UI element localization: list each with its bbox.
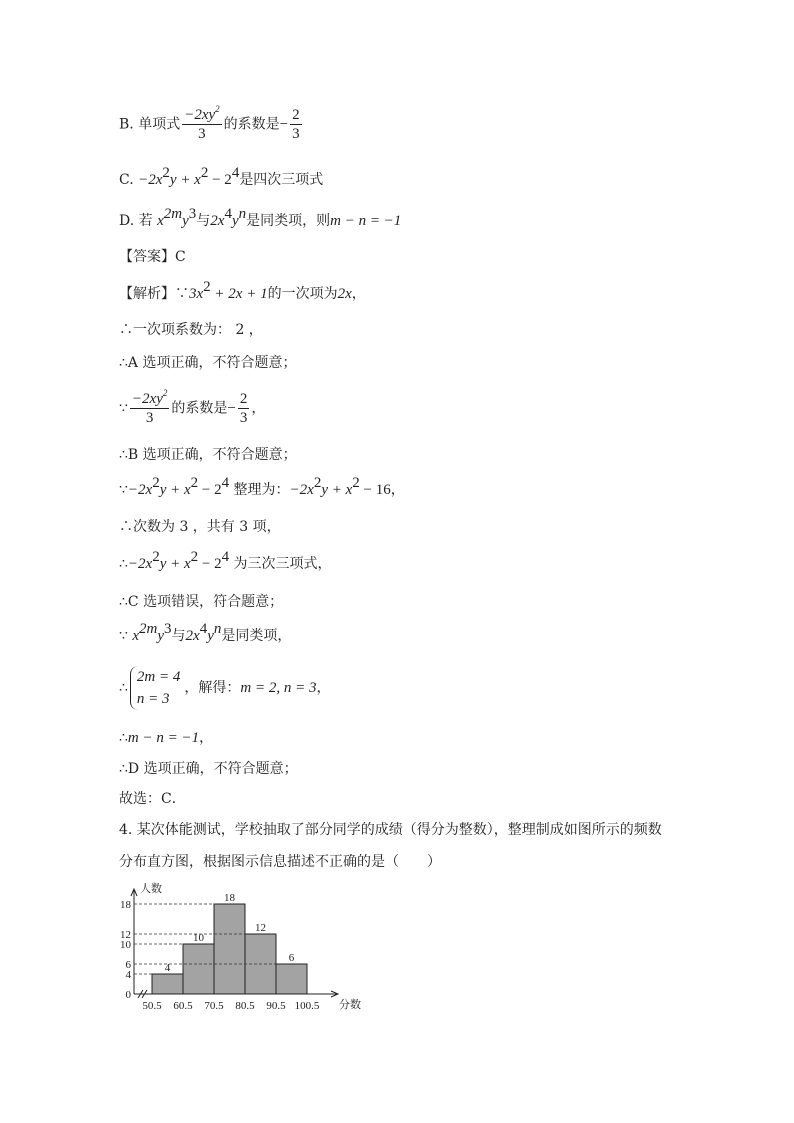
answer: 【答案】C bbox=[119, 249, 186, 265]
y-tick-label: 10 bbox=[120, 939, 131, 951]
bar-value-label: 18 bbox=[224, 892, 235, 904]
equation-system: 2m = 4 n = 3 bbox=[130, 666, 180, 710]
y-tick-label: 0 bbox=[125, 989, 131, 1001]
x-tick-label: 60.5 bbox=[173, 1000, 193, 1012]
analysis-line-4: ∵ $\frac{-2xy^2}{3}$ 的系数是− $\frac{2}{3}$ ， bbox=[119, 388, 266, 426]
analysis-line-2: ∴一次项系数为： 2 ， bbox=[119, 322, 263, 338]
y-tick-label: 6 bbox=[125, 959, 131, 971]
histogram-bar bbox=[152, 974, 183, 994]
analysis-line-8: $\therefore-2x^2y + x^2 - 2^4$ 为三次三项式， bbox=[119, 549, 332, 572]
y-axis-label: 人数 bbox=[140, 883, 162, 895]
bar-value-label: 12 bbox=[255, 922, 266, 934]
analysis-line-12: ∴m − n = −1， bbox=[119, 730, 214, 746]
analysis-line-13: ∴D 选项正确，不符合题意； bbox=[119, 761, 298, 777]
histogram-bar bbox=[183, 944, 214, 994]
analysis-line-3: ∴A 选项正确，不符合题意； bbox=[119, 355, 297, 371]
y-tick-label: 18 bbox=[120, 899, 131, 911]
x-tick-label: 70.5 bbox=[204, 1000, 224, 1012]
analysis-line-10: ∵ $x^{2m}y^3$与$2x^4y^n$是同类项， bbox=[119, 621, 292, 644]
bar-value-label: 10 bbox=[193, 932, 204, 944]
option-c: C. $-2x^2y + x^2 - 2^4$是四次三项式 bbox=[119, 165, 324, 188]
histogram-bar bbox=[276, 964, 307, 994]
analysis-line-1: 【解析】$\because 3x^2 + 2x + 1$的一次项为2x， bbox=[119, 279, 366, 302]
bar-value-label: 6 bbox=[288, 952, 295, 964]
analysis-line-7: ∴次数为 3 ，共有 3 项， bbox=[119, 519, 281, 535]
option-b-fraction: $\frac{-2xy^2}{3}$ bbox=[184, 104, 220, 142]
analysis-line-14: 故选：C． bbox=[119, 791, 186, 807]
x-axis-label: 分数 bbox=[339, 999, 361, 1011]
analysis-line-11: ∴ 2m = 4 n = 3 ，解得：m = 2, n = 3， bbox=[119, 666, 330, 710]
y-tick-label: 12 bbox=[120, 929, 131, 941]
x-tick-label: 50.5 bbox=[142, 1000, 162, 1012]
analysis-line-5: ∴B 选项正确，不符合题意； bbox=[119, 447, 297, 463]
frequency-histogram bbox=[112, 880, 372, 1020]
y-tick-label: 4 bbox=[125, 969, 131, 981]
question-4-line-1: 4. 某次体能测试，学校抽取了部分同学的成绩（得分为整数），整理制成如图所示的频数 bbox=[119, 822, 662, 838]
histogram-bar bbox=[214, 904, 245, 994]
x-tick-label: 80.5 bbox=[235, 1000, 255, 1012]
option-b-label: B. 单项式 bbox=[119, 116, 181, 133]
analysis-line-9: ∴C 选项错误，符合题意； bbox=[119, 594, 284, 610]
x-tick-label: 90.5 bbox=[266, 1000, 286, 1012]
x-tick-label: 100.5 bbox=[294, 1000, 320, 1012]
option-b-result-fraction: $\frac{2}{3}$ bbox=[292, 107, 300, 142]
bar-value-label: 4 bbox=[164, 962, 171, 974]
option-d: D. 若 $x^{2m}y^3$与$2x^4y^n$是同类项，则m − n = −1 bbox=[119, 206, 402, 229]
option-b: B. 单项式 $\frac{-2xy^2}{3}$ 的系数是− $\frac{2}{3}$ bbox=[119, 104, 300, 142]
question-4-line-2: 分布直方图，根据图示信息描述不正确的是（ ） bbox=[119, 854, 441, 870]
analysis-line-6: $\because-2x^2y + x^2 - 2^4$ 整理为：$-2x^2y + x^2 - 16$， bbox=[119, 475, 405, 498]
